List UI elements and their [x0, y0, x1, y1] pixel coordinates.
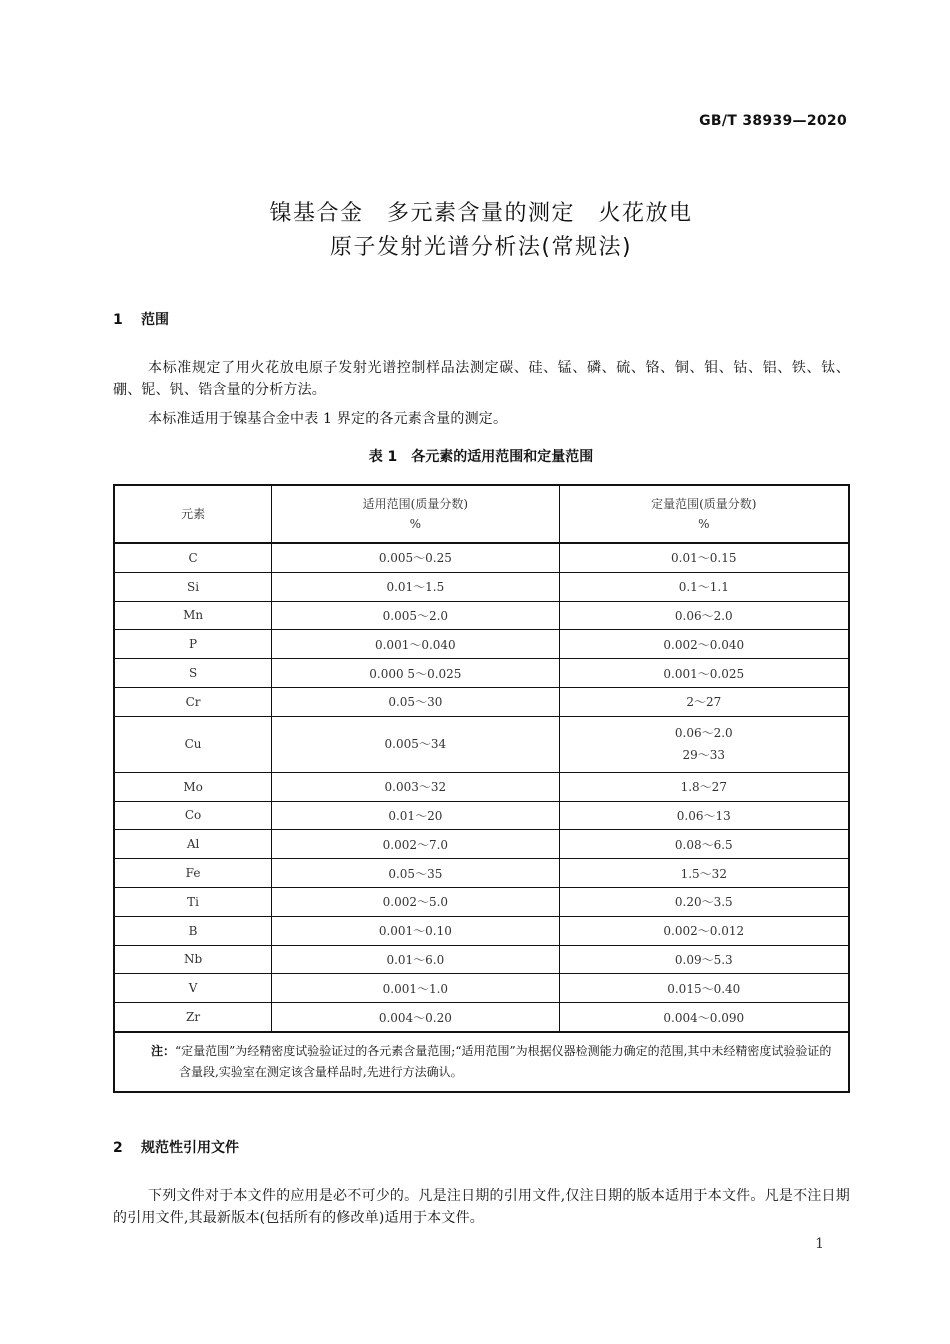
cell-quantitative: 0.002～0.040	[559, 630, 849, 659]
cell-element: Cr	[114, 687, 272, 716]
cell-quantitative: 0.06～13	[559, 801, 849, 830]
table-row	[114, 801, 849, 830]
cell-element: S	[114, 659, 272, 688]
table-row	[114, 974, 849, 1003]
header-element: 元素	[114, 485, 272, 543]
note-text: “定量范围”为经精密度试验验证过的各元素含量范围;“适用范围”为根据仪器检测能力确定的范围,其中未经精密度试验验证的含量段,实验室在测定该含量样品时,先进行方法确认。	[175, 1043, 832, 1079]
standard-code: GB/T 38939—2020	[699, 113, 847, 129]
cell-element: Co	[114, 801, 272, 830]
table-row	[114, 543, 849, 572]
cell-quantitative-line2: 29～33	[682, 748, 726, 763]
cell-applicable: 0.05～35	[272, 859, 559, 888]
header-quantitative-range	[559, 485, 849, 543]
cell-quantitative: 1.5～32	[559, 859, 849, 888]
table-row	[114, 945, 849, 974]
cell-quantitative: 0.001～0.025	[559, 659, 849, 688]
cell-quantitative: 0.002～0.012	[559, 916, 849, 945]
cell-element: B	[114, 916, 272, 945]
table-row	[114, 830, 849, 859]
cell-quantitative: 0.06～2.0	[559, 601, 849, 630]
section-title: 范围	[141, 312, 169, 328]
table-row	[114, 687, 849, 716]
cell-quantitative: 0.20～3.5	[559, 887, 849, 916]
note-label: 注：	[151, 1043, 176, 1058]
cell-applicable: 0.002～5.0	[272, 887, 559, 916]
header-applicable-range	[272, 485, 559, 543]
cell-element: V	[114, 974, 272, 1003]
header-quantitative-label: 定量范围(质量分数)	[651, 497, 757, 511]
cell-quantitative: 0.01～0.15	[559, 543, 849, 572]
section-1-paragraph-2: 本标准适用于镍基合金中表 1 界定的各元素含量的测定。	[148, 411, 508, 427]
cell-element: C	[114, 543, 272, 572]
cell-applicable: 0.05～30	[272, 687, 559, 716]
table-row	[114, 572, 849, 601]
cell-applicable: 0.01～1.5	[272, 572, 559, 601]
cell-applicable: 0.005～2.0	[272, 601, 559, 630]
table-row	[114, 859, 849, 888]
cell-applicable: 0.000 5～0.025	[272, 659, 559, 688]
cell-applicable: 0.01～6.0	[272, 945, 559, 974]
cell-element: Si	[114, 572, 272, 601]
cell-applicable: 0.001～0.040	[272, 630, 559, 659]
cell-applicable: 0.003～32	[272, 772, 559, 801]
table-note	[114, 1032, 849, 1092]
cell-applicable: 0.001～1.0	[272, 974, 559, 1003]
page-number: 1	[815, 1236, 824, 1252]
cell-element: Al	[114, 830, 272, 859]
section-number: 1	[113, 312, 123, 328]
section-2-heading	[113, 1137, 239, 1157]
cell-quantitative: 0.004～0.090	[559, 1003, 849, 1032]
cell-element: Mn	[114, 601, 272, 630]
section-title: 规范性引用文件	[141, 1140, 239, 1156]
section-number: 2	[113, 1140, 123, 1156]
element-range-table	[113, 484, 850, 1093]
document-title-line2: 原子发射光谱分析法(常规法)	[329, 235, 633, 260]
table-row	[114, 630, 849, 659]
table-row	[114, 772, 849, 801]
cell-applicable: 0.002～7.0	[272, 830, 559, 859]
cell-element: Mo	[114, 772, 272, 801]
table-row	[114, 601, 849, 630]
cell-quantitative: 1.8～27	[559, 772, 849, 801]
table-row	[114, 1003, 849, 1032]
cell-element: P	[114, 630, 272, 659]
section-1-heading	[113, 309, 169, 329]
cell-quantitative-line1: 0.06～2.0	[674, 726, 733, 741]
header-quantitative-unit: %	[698, 517, 710, 531]
cell-element: Cu	[114, 716, 272, 772]
cell-quantitative: 0.09～5.3	[559, 945, 849, 974]
document-title-line1: 镍基合金 多元素含量的测定 火花放电	[269, 201, 693, 226]
cell-applicable: 0.005～0.25	[272, 543, 559, 572]
header-applicable-unit: %	[409, 517, 422, 531]
table-row	[114, 659, 849, 688]
table-row	[114, 887, 849, 916]
cell-element: Fe	[114, 859, 272, 888]
table-caption: 表 1 各元素的适用范围和定量范围	[368, 449, 594, 465]
table-header-row	[114, 485, 849, 543]
cell-quantitative	[559, 716, 849, 772]
cell-quantitative: 0.1～1.1	[559, 572, 849, 601]
table-row	[114, 916, 849, 945]
section-1-paragraph-1: 本标准规定了用火花放电原子发射光谱控制样品法测定碳、硅、锰、磷、硫、铬、铜、钼、钴、铝、铁、钛、硼、铌、钒、锆含量的分析方法。	[113, 360, 850, 398]
cell-applicable: 0.004～0.20	[272, 1003, 559, 1032]
cell-applicable: 0.001～0.10	[272, 916, 559, 945]
cell-element: Ti	[114, 887, 272, 916]
cell-applicable: 0.005～34	[272, 716, 559, 772]
cell-element: Nb	[114, 945, 272, 974]
section-2-paragraph-1: 下列文件对于本文件的应用是必不可少的。凡是注日期的引用文件,仅注日期的版本适用于本文件。凡是不注日期的引用文件,其最新版本(包括所有的修改单)适用于本文件。	[113, 1188, 850, 1226]
header-applicable-label: 适用范围(质量分数)	[362, 497, 469, 511]
cell-quantitative: 2～27	[559, 687, 849, 716]
cell-quantitative: 0.015～0.40	[559, 974, 849, 1003]
cell-element: Zr	[114, 1003, 272, 1032]
cell-quantitative: 0.08～6.5	[559, 830, 849, 859]
table-row	[114, 716, 849, 772]
cell-applicable: 0.01～20	[272, 801, 559, 830]
table-note-row	[114, 1032, 849, 1092]
